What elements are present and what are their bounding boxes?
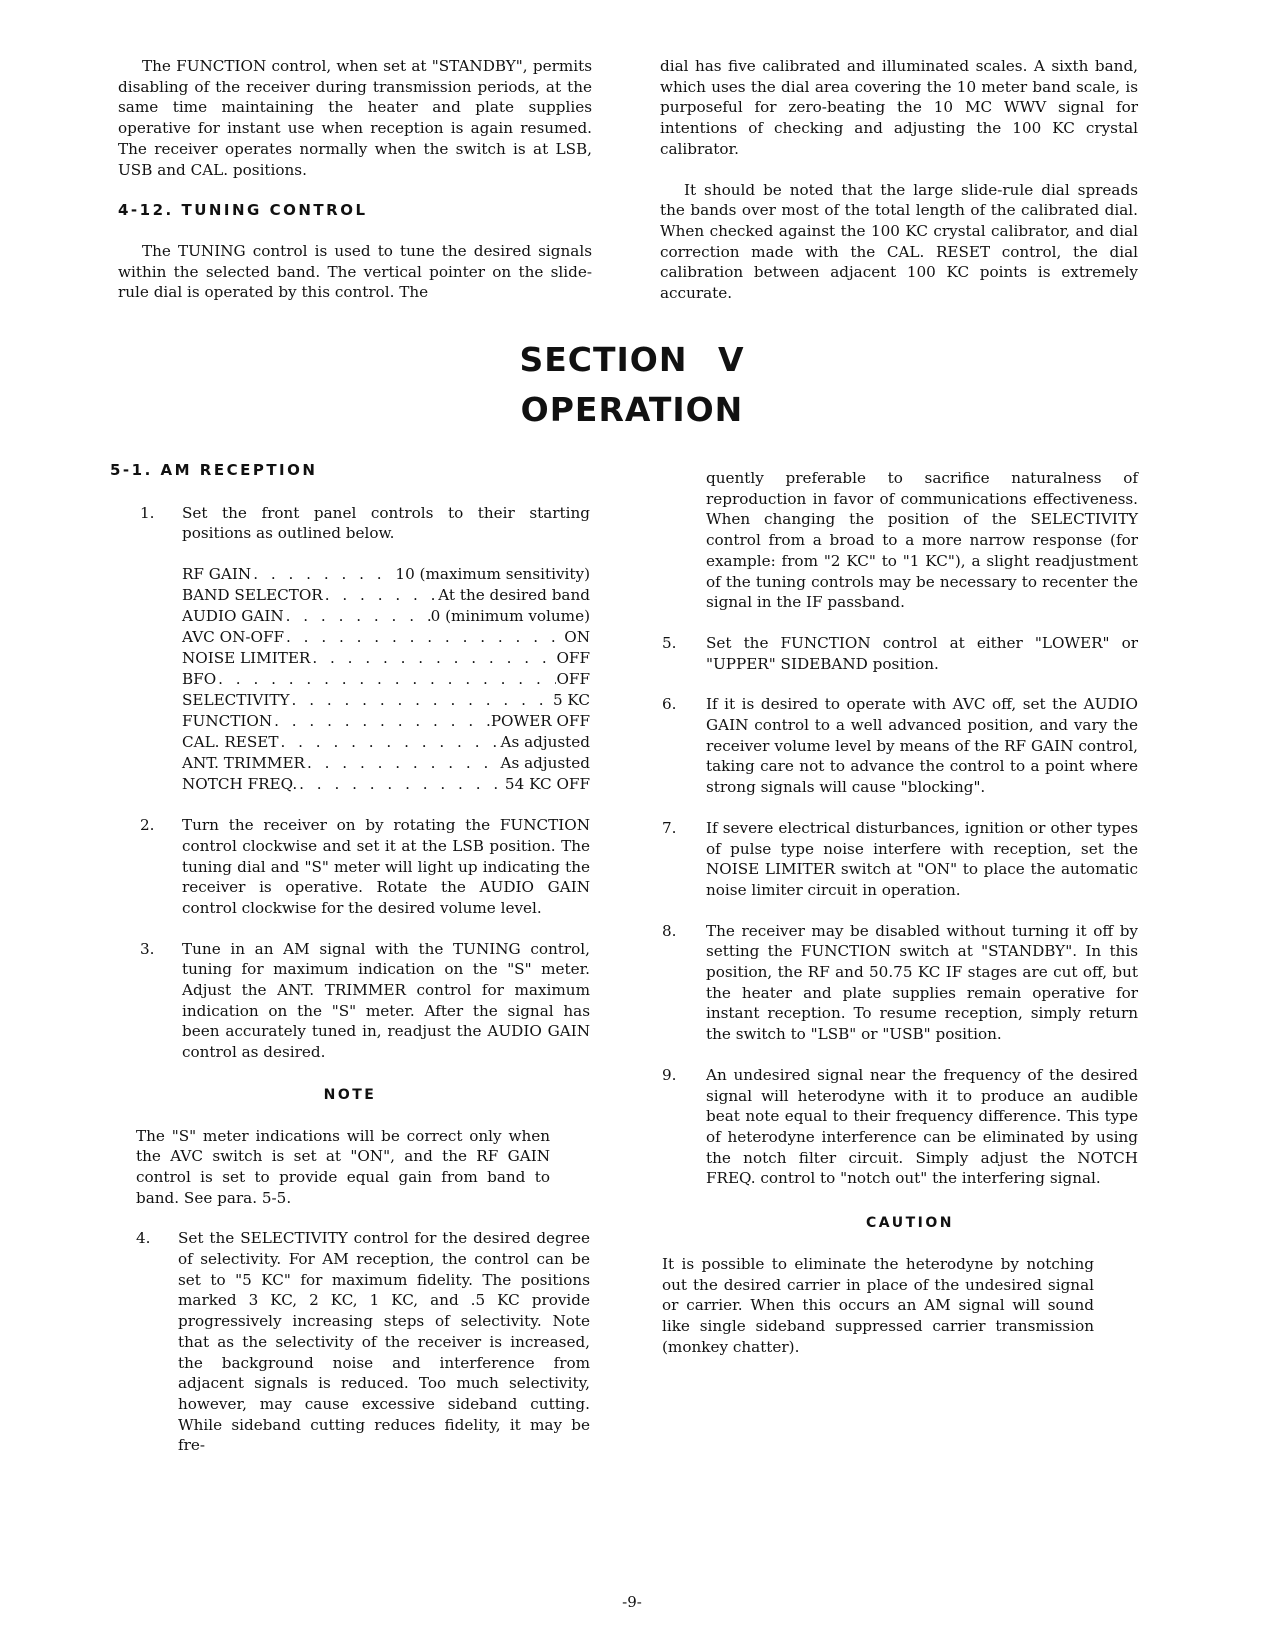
step-number: 6. <box>662 695 677 714</box>
setting-row: NOTCH FREQ. . . . 54 KC OFF <box>182 774 590 795</box>
step-number: 9. <box>662 1065 677 1084</box>
step-text: If severe electrical disturbances, ignition or other types of pulse type noise interfere with reception, set the NOISE LIMITER switch at "ON" to place the automatic noise limiter circuit in operation. <box>706 818 1138 899</box>
step-8 <box>662 921 1138 1045</box>
caution-text: It is possible to eliminate the heterodyne by notching out the desired carrier in place of the undesired signal or carrier. When this occurs an AM signal will sound like single sideband suppressed carrier transmission (monkey chatter). <box>662 1254 1094 1356</box>
leader-dots <box>251 564 395 585</box>
setting-row: BFO . . . OFF <box>182 669 590 690</box>
am-reception-left-column <box>110 460 590 1456</box>
step-text: Tune in an AM signal with the TUNING control, tuning for maximum indication on the "S" meter. Adjust the ANT. TRIMMER control for maximum indication on the "S" meter. After the signal has been accurately tuned in, readjust the AUDIO GAIN control as desired. <box>182 939 590 1062</box>
leader-dots <box>310 648 556 669</box>
page-number: -9- <box>622 1593 642 1611</box>
paragraph-slide-rule: It should be noted that the large slide-rule dial spreads the bands over most of the total length of the calibrated dial. When checked against the 100 KC crystal calibrator, and dial correction made with the CAL. RESET control, the dial calibration between adjacent 100 KC points is extremely accurate. <box>660 180 1138 303</box>
step-text: The receiver may be disabled without turning it off by setting the FUNCTION switch at "STANDBY". In this position, the RF and 50.75 KC IF stages are cut off, but the heater and plate supplies remain operative for instant reception. To resume reception, simply return the switch to "LSB" or "USB" position. <box>706 921 1138 1044</box>
setting-row: FUNCTION . . . POWER OFF <box>182 711 590 732</box>
top-left-column <box>118 56 592 303</box>
step-4 <box>136 1228 590 1456</box>
step-number: 5. <box>662 633 677 652</box>
setting-row: CAL. RESET . . . As adjusted <box>182 732 590 753</box>
note-heading: NOTE <box>323 1086 377 1103</box>
leader-dots <box>272 711 491 732</box>
leader-dots <box>216 669 556 690</box>
setting-row: ANT. TRIMMER . . . As adjusted <box>182 753 590 774</box>
section-name: OPERATION <box>520 390 744 429</box>
paragraph-standby: The FUNCTION control, when set at "STANDBY", permits disabling of the receiver during transmission periods, at the same time maintaining the heater and plate supplies operative for instant use when reception is again resumed. The receiver operates normally when the switch is at LSB, USB and CAL. positions. <box>118 57 592 179</box>
step-5 <box>662 633 1138 674</box>
heading-am-reception: 5-1. AM RECEPTION <box>110 461 318 479</box>
step-1 <box>140 503 590 544</box>
leader-dots <box>290 690 553 711</box>
setting-row: NOISE LIMITER . . . OFF <box>182 648 590 669</box>
step-number: 3. <box>140 939 155 958</box>
step-4-continuation: quently preferable to sacrifice naturalness of reproduction in favor of communications effectiveness. When changing the position of the SELECTIVITY control from a broad to a more narrow response (for example: from "2 KC" to "1 KC"), a slight readjustment of the tuning controls may be necessary to recenter the signal in the IF passband. <box>706 469 1138 612</box>
setting-row: RF GAIN . . . 10 (maximum sensitivity) <box>182 564 590 585</box>
setting-row: AUDIO GAIN . . . 0 (minimum volume) <box>182 606 590 627</box>
step-text: Turn the receiver on by rotating the FUNCTION control clockwise and set it at the LSB position. The tuning dial and "S" meter will light up indicating the receiver is operative. Rotate the AUDIO GAIN control clockwise for the desired volume level. <box>182 816 590 917</box>
step-number: 7. <box>662 818 677 837</box>
heading-tuning-control: 4-12. TUNING CONTROL <box>118 201 368 220</box>
step-2 <box>140 815 590 919</box>
setting-row: AVC ON-OFF . . . ON <box>182 627 590 648</box>
step-7 <box>662 818 1138 901</box>
step-6 <box>662 694 1138 798</box>
setting-row: BAND SELECTOR . . . At the desired band <box>182 585 590 606</box>
leader-dots <box>323 585 438 606</box>
paragraph-tuning: The TUNING control is used to tune the desired signals within the selected band. The vertical pointer on the slide-rule dial is operated by this control. The <box>118 241 592 302</box>
am-reception-right-column <box>662 468 1138 1357</box>
leader-dots <box>284 606 431 627</box>
note-text: The "S" meter indications will be correct only when the AVC switch is set at "ON", and the RF GAIN control is set to provide equal gain from band to band. See para. 5-5. <box>136 1126 550 1207</box>
step-number: 2. <box>140 816 155 835</box>
step-9 <box>662 1065 1138 1189</box>
paragraph-dial-scales: dial has five calibrated and illuminated scales. A sixth band, which uses the dial area covering the 10 meter band scale, is purposeful for zero-beating the 10 MC WWV signal for intentions of checking and adjusting the 100 KC crystal calibrator. <box>660 57 1138 158</box>
step-text: Set the SELECTIVITY control for the desired degree of selectivity. For AM reception, the control can be set to "5 KC" for maximum fidelity. The positions marked 3 KC, 2 KC, 1 KC, and .5 KC provide progressively increasing steps of selectivity. Note that as the selectivity of the receiver is increased, the background noise and interference from adjacent signals is reduced. Too much selectivity, however, may cause excessive sideband cutting. While sideband cutting reduces fidelity, it may be fre- <box>178 1229 590 1455</box>
top-right-column <box>660 56 1138 304</box>
step-text: If it is desired to operate with AVC off, set the AUDIO GAIN control to a well advanced position, and vary the receiver volume level by means of the RF GAIN control, taking care not to advance the control to a point where strong signals will cause "blocking". <box>706 695 1138 797</box>
step-3 <box>140 939 590 1063</box>
leader-dots <box>305 753 501 774</box>
setting-row: SELECTIVITY . . . 5 KC <box>182 690 590 711</box>
step-number: 4. <box>136 1229 151 1248</box>
step-text: An undesired signal near the frequency of the desired signal will heterodyne with it to produce an audible beat note equal to their frequency difference. This type of heterodyne interference can be eliminated by using the notch filter circuit. Simply adjust the NOTCH FREQ. control to "notch out" the interfering signal. <box>706 1065 1138 1188</box>
leader-dots <box>284 627 564 648</box>
section-number: SECTION V <box>519 340 745 379</box>
step-text: Set the FUNCTION control at either "LOWER" or "UPPER" SIDEBAND position. <box>706 633 1138 673</box>
step-number: 1. <box>140 503 155 522</box>
control-settings-list <box>182 564 590 795</box>
leader-dots <box>297 774 505 795</box>
leader-dots <box>278 732 500 753</box>
step-text: Set the front panel controls to their starting positions as outlined below. <box>182 503 590 543</box>
step-number: 8. <box>662 921 677 940</box>
section-title <box>0 335 1264 435</box>
caution-heading: CAUTION <box>866 1215 954 1232</box>
